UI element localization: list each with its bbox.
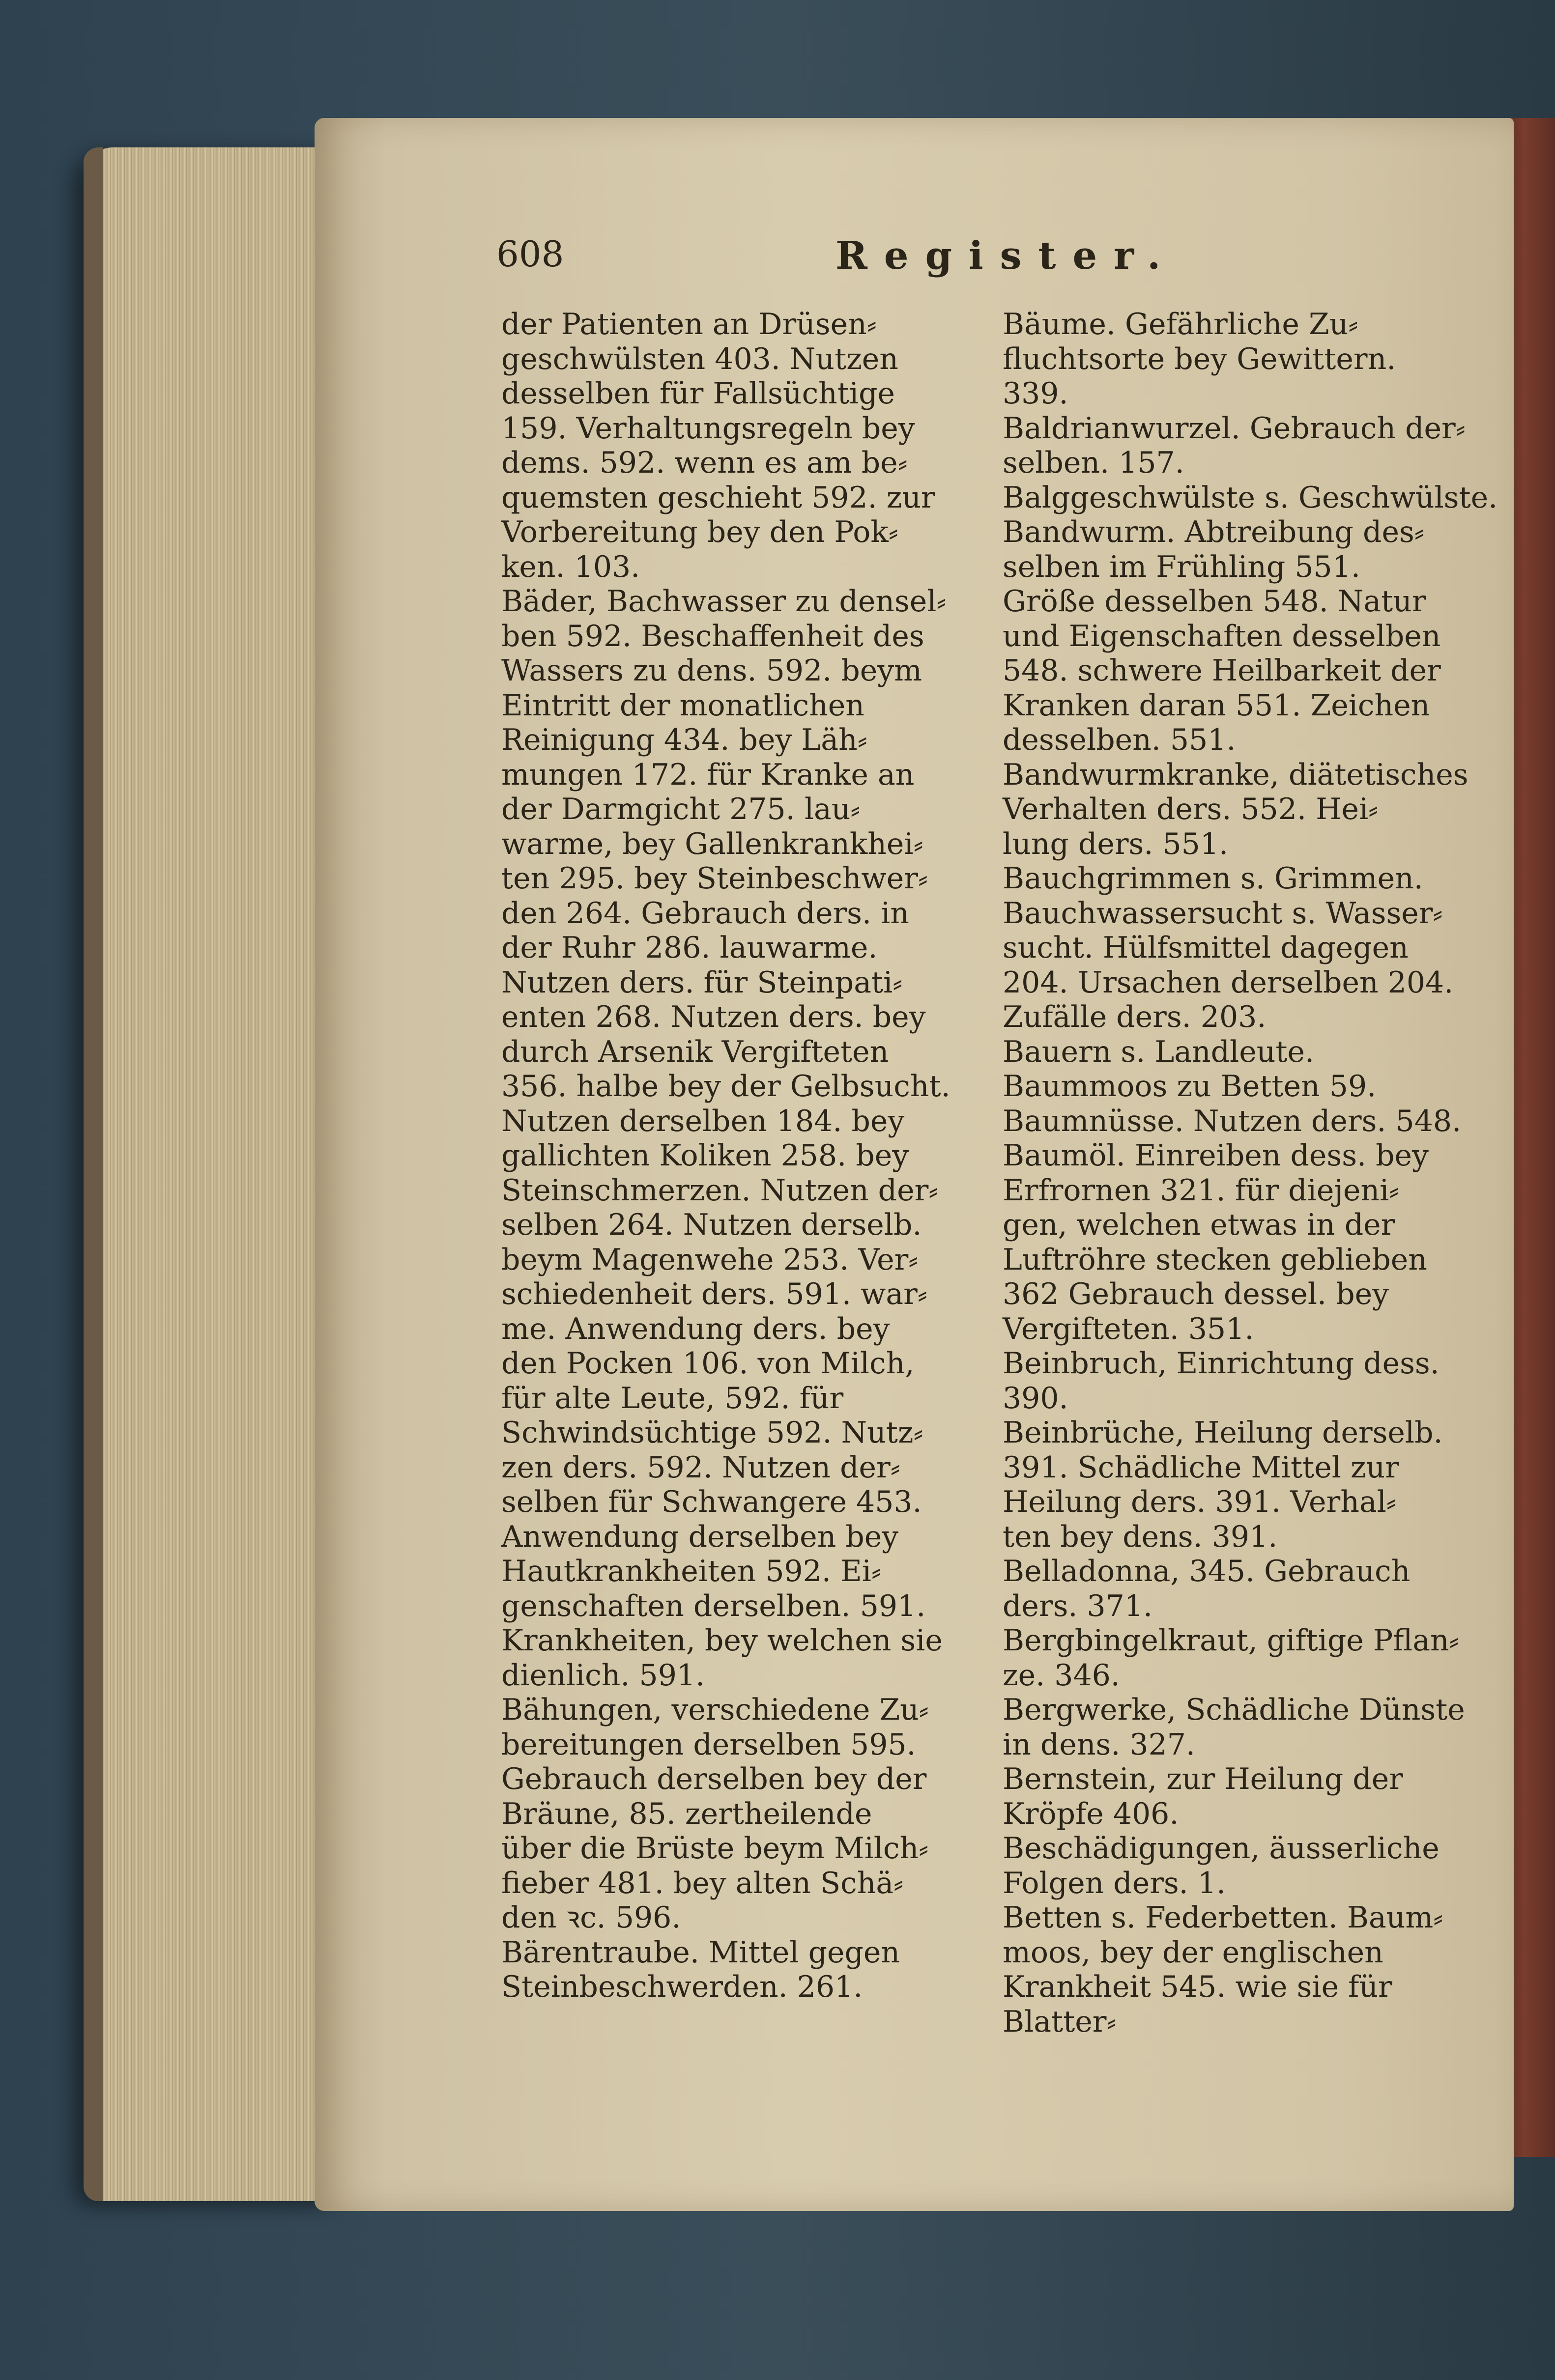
text-line: Folgen ders. 1. [1003, 1866, 1226, 1900]
text-line: Zufälle ders. 203. [1003, 1000, 1267, 1034]
text-line: Baumnüsse. Nutzen ders. 548. [1003, 1104, 1462, 1138]
text-line: Blatter⸗ [1003, 2004, 1117, 2039]
text-line: Steinschmerzen. Nutzen der⸗ [501, 1173, 939, 1208]
text-line: Bauern s. Landleute. [1003, 1034, 1315, 1069]
text-line: Bäume. Gefährliche Zu⸗ [1003, 307, 1358, 341]
text-line: Größe desselben 548. Natur [1003, 584, 1426, 619]
text-line: Beinbrüche, Heilung derselb. [1003, 1416, 1443, 1450]
text-line: Krankheiten, bey welchen sie [501, 1623, 943, 1658]
text-line: Nutzen derselben 184. bey [501, 1104, 905, 1138]
text-line: Vorbereitung bey den Pok⸗ [501, 515, 898, 549]
text-line: beym Magenwehe 253. Ver⸗ [501, 1242, 919, 1277]
text-line: ten bey dens. 391. [1003, 1519, 1278, 1554]
text-line: Verhalten ders. 552. Hei⸗ [1003, 792, 1379, 826]
page-header [496, 233, 1460, 278]
text-line: den Pocken 106. von Milch, [501, 1346, 915, 1381]
text-line: ze. 346. [1003, 1658, 1120, 1693]
text-line: 159. Verhaltungsregeln bey [501, 411, 915, 446]
text-line: der Darmgicht 275. lau⸗ [501, 792, 861, 826]
text-line: selben im Frühling 551. [1003, 549, 1360, 584]
text-line: Schwindsüchtige 592. Nutz⸗ [501, 1416, 923, 1450]
text-line: Baumöl. Einreiben dess. bey [1003, 1138, 1429, 1173]
text-line: Nutzen ders. für Steinpati⸗ [501, 965, 903, 1000]
text-line: Baldrianwurzel. Gebrauch der⸗ [1003, 411, 1466, 446]
left-column [501, 307, 950, 2005]
text-line: Bräune, 85. zertheilende [501, 1796, 872, 1831]
text-line: Krankheit 545. wie sie für [1003, 1970, 1392, 2004]
text-line: geschwülsten 403. Nutzen [501, 341, 898, 376]
text-line: Belladonna, 345. Gebrauch [1003, 1554, 1411, 1588]
text-line: und Eigenschaften desselben [1003, 619, 1441, 653]
text-line: Vergifteten. 351. [1003, 1311, 1254, 1346]
book-cover-left [84, 147, 103, 2201]
text-line: Wassers zu dens. 592. beym [501, 653, 922, 688]
running-title: Register. [835, 233, 1178, 278]
text-line: gen, welchen etwas in der [1003, 1208, 1395, 1242]
text-line: Bärentraube. Mittel gegen [501, 1935, 900, 1970]
text-line: für alte Leute, 592. für [501, 1381, 844, 1416]
text-line: gallichten Koliken 258. bey [501, 1138, 909, 1173]
text-line: ken. 103. [501, 549, 640, 584]
text-line: in dens. 327. [1003, 1727, 1195, 1762]
text-line: der Patienten an Drüsen⸗ [501, 307, 877, 341]
text-line: Eintritt der monatlichen [501, 688, 864, 723]
text-line: Bauchgrimmen s. Grimmen. [1003, 861, 1423, 896]
text-line: Bergbingelkraut, giftige Pflan⸗ [1003, 1623, 1459, 1658]
text-line: schiedenheit ders. 591. war⸗ [501, 1277, 927, 1311]
text-line: Erfrornen 321. für diejeni⸗ [1003, 1173, 1399, 1208]
text-line: Bandwurmkranke, diätetisches [1003, 757, 1469, 792]
text-line: 390. [1003, 1381, 1068, 1416]
text-line: selben für Schwangere 453. [501, 1485, 922, 1519]
text-line: den 264. Gebrauch ders. in [501, 896, 909, 931]
text-line: dienlich. 591. [501, 1658, 705, 1693]
text-line: durch Arsenik Vergifteten [501, 1034, 889, 1069]
text-line: mungen 172. für Kranke an [501, 757, 915, 792]
text-line: Hautkrankheiten 592. Ei⸗ [501, 1554, 881, 1588]
text-line: Beinbruch, Einrichtung dess. [1003, 1346, 1440, 1381]
text-line: fieber 481. bey alten Schä⸗ [501, 1866, 904, 1900]
book-page-edges [84, 147, 339, 2201]
text-line: der Ruhr 286. lauwarme. [501, 931, 878, 965]
text-line: Steinbeschwerden. 261. [501, 1970, 863, 2004]
text-line: Baummoos zu Betten 59. [1003, 1069, 1377, 1104]
text-line: enten 268. Nutzen ders. bey [501, 1000, 926, 1034]
text-line: Anwendung derselben bey [501, 1519, 899, 1554]
text-line: Luftröhre stecken geblieben [1003, 1242, 1427, 1277]
text-line: moos, bey der englischen [1003, 1935, 1383, 1970]
text-line: 356. halbe bey der Gelbsucht. [501, 1069, 950, 1104]
text-line: genschaften derselben. 591. [501, 1588, 926, 1623]
text-line: me. Anwendung ders. bey [501, 1311, 890, 1346]
text-line: 339. [1003, 376, 1068, 411]
text-line: Balggeschwülste s. Geschwülste. [1003, 480, 1498, 515]
right-column [1003, 307, 1497, 2039]
text-line: Betten s. Federbetten. Baum⸗ [1003, 1900, 1443, 1935]
text-line: den ꝛc. 596. [501, 1900, 681, 1935]
text-line: Gebrauch derselben bey der [501, 1762, 927, 1796]
text-line: zen ders. 592. Nutzen der⸗ [501, 1450, 900, 1485]
text-line: dems. 592. wenn es am be⸗ [501, 446, 908, 480]
text-line: fluchtsorte bey Gewittern. [1003, 341, 1396, 376]
text-line: desselben für Fallsüchtige [501, 376, 895, 411]
text-line: Bähungen, verschiedene Zu⸗ [501, 1693, 929, 1727]
text-line: 204. Ursachen derselben 204. [1003, 965, 1454, 1000]
text-line: Bandwurm. Abtreibung des⸗ [1003, 515, 1424, 549]
text-line: Heilung ders. 391. Verhal⸗ [1003, 1485, 1396, 1519]
text-line: Beschädigungen, äusserliche [1003, 1831, 1440, 1866]
text-line: über die Brüste beym Milch⸗ [501, 1831, 929, 1866]
text-line: ten 295. bey Steinbeschwer⸗ [501, 861, 928, 896]
text-line: Kranken daran 551. Zeichen [1003, 688, 1430, 723]
page-number: 608 [496, 233, 564, 275]
text-line: 391. Schädliche Mittel zur [1003, 1450, 1399, 1485]
text-line: warme, bey Gallenkrankhei⸗ [501, 826, 923, 861]
text-line: 362 Gebrauch dessel. bey [1003, 1277, 1389, 1311]
text-line: ben 592. Beschaffenheit des [501, 619, 924, 653]
text-line: quemsten geschieht 592. zur [501, 480, 935, 515]
text-line: selben. 157. [1003, 446, 1184, 480]
text-line: Reinigung 434. bey Läh⸗ [501, 723, 867, 757]
text-line: Bernstein, zur Heilung der [1003, 1762, 1403, 1796]
text-line: sucht. Hülfsmittel dagegen [1003, 931, 1409, 965]
text-line: lung ders. 551. [1003, 826, 1229, 861]
text-line: Bäder, Bachwasser zu densel⸗ [501, 584, 947, 619]
text-line: desselben. 551. [1003, 723, 1236, 757]
text-line: ders. 371. [1003, 1588, 1153, 1623]
text-line: 548. schwere Heilbarkeit der [1003, 653, 1441, 688]
text-line: Kröpfe 406. [1003, 1796, 1179, 1831]
text-line: selben 264. Nutzen derselb. [501, 1208, 922, 1242]
text-line: Bergwerke, Schädliche Dünste [1003, 1693, 1465, 1727]
text-line: Bauchwassersucht s. Wasser⸗ [1003, 896, 1443, 931]
text-line: bereitungen derselben 595. [501, 1727, 916, 1762]
